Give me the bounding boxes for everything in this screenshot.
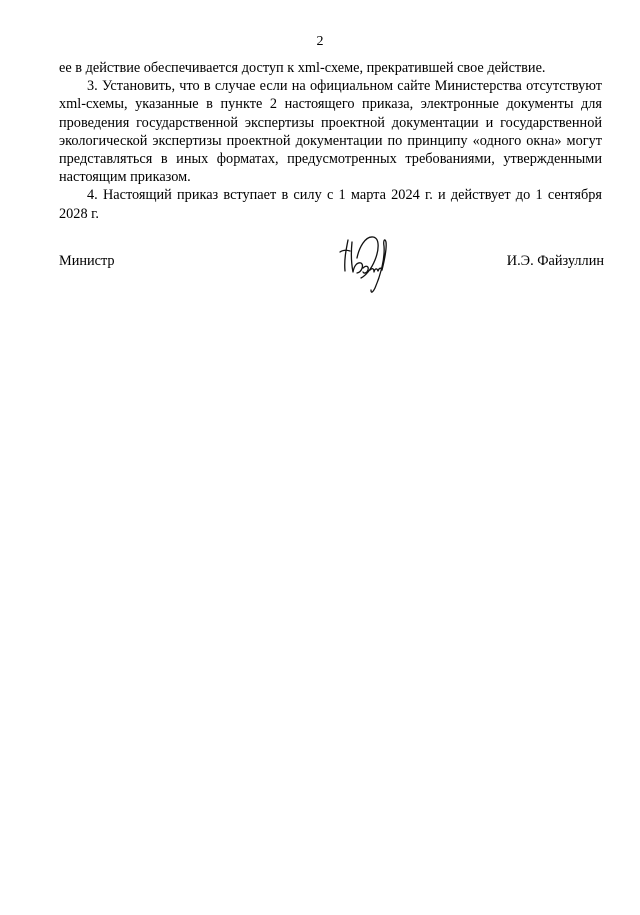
signature-block	[59, 252, 604, 272]
signatory-title: Министр	[59, 253, 115, 269]
handwritten-signature	[335, 228, 395, 296]
paragraph-clause-3: 3. Установить, что в случае если на официальном сайте Министерства отсутствуют xml-схемы, указанные в пункте 2 настоящего приказа, электронные документы для проведения государственной экспертизы проектной документации и государственной экологической экспертизы проектной документации по принципу «одного окна» могут представляться в иных форматах, предусмотренных требованиями, утвержденными настоящим приказом.	[59, 78, 602, 186]
paragraph-clause-4: 4. Настоящий приказ вступает в силу с 1 марта 2024 г. и действует до 1 сентября 2028 г.	[59, 187, 602, 222]
document-body	[59, 59, 602, 223]
page-number: 2	[316, 34, 324, 49]
signatory-name: И.Э. Файзуллин	[506, 253, 604, 269]
paragraph-continuation: ее в действие обеспечивается доступ к xml-схеме, прекратившей свое действие.	[59, 60, 546, 76]
